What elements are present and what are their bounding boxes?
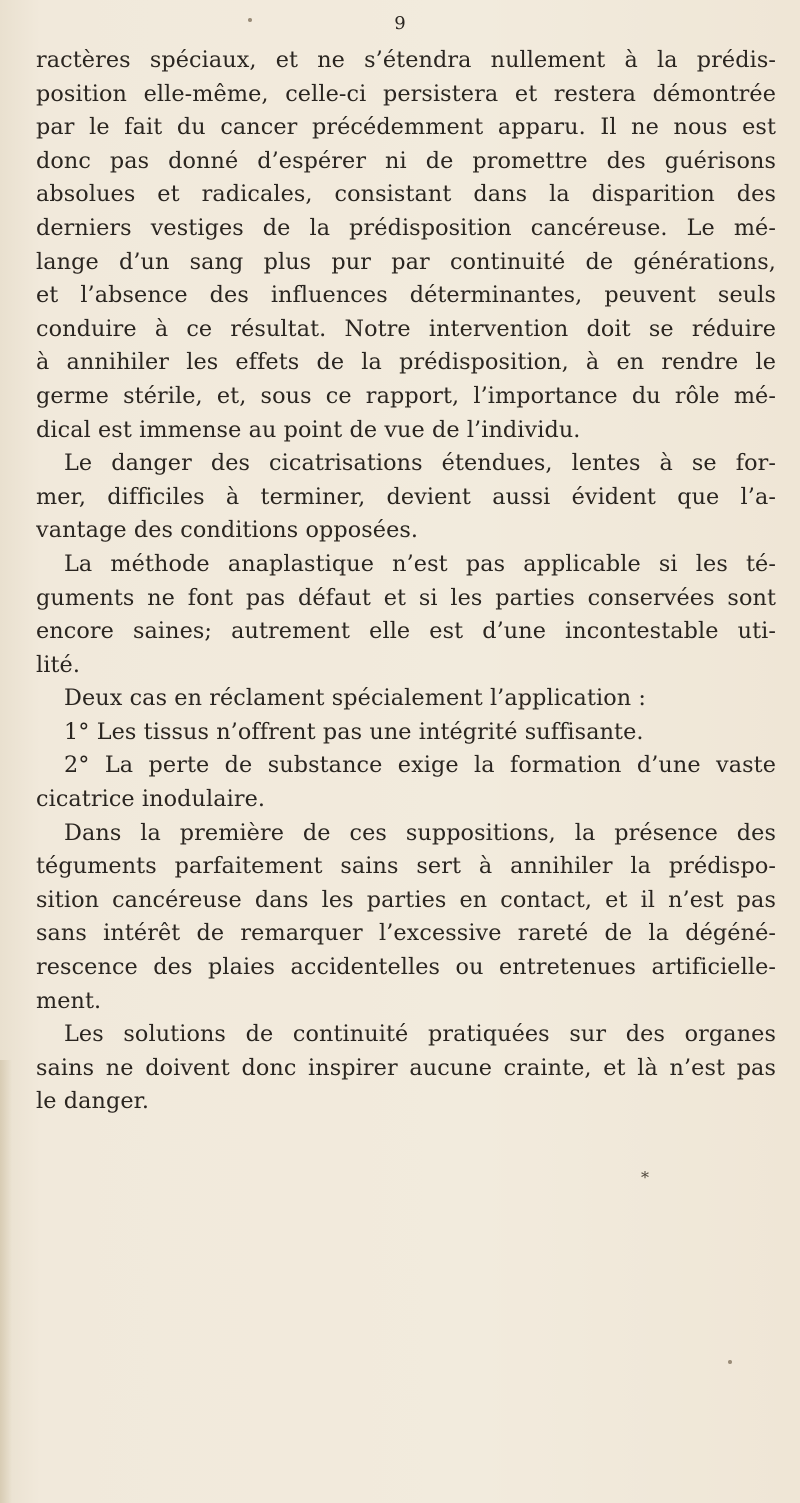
text-line: et l’absence des influences déterminantes, peuvent seuls [36, 282, 776, 309]
text-line: lité. [36, 651, 81, 678]
text-line: Deux cas en réclament spécialement l’application : [64, 685, 647, 712]
text-line: Le danger des cicatrisations étendues, lentes à se for- [64, 450, 776, 477]
text-line: ractères spéciaux, et ne s’étendra nullement à la prédis- [36, 47, 776, 73]
text-line: rescence des plaies accidentelles ou entretenues artificielle- [36, 954, 776, 981]
paper-speck [728, 1360, 732, 1364]
text-line: ment. [36, 987, 102, 1014]
text-line: encore saines; autrement elle est d’une incontestable uti- [36, 618, 776, 645]
text-line: dical est immense au point de vue de l’individu. [36, 416, 581, 443]
page-edge-shadow [0, 1060, 12, 1503]
text-line: à annihiler les effets de la prédisposition, à en rendre le [36, 349, 776, 376]
text-line: sans intérêt de remarquer l’excessive rareté de la dégéné- [36, 920, 776, 947]
text-line: guments ne font pas défaut et si les parties conservées sont [36, 584, 776, 611]
text-line: le danger. [36, 1088, 150, 1115]
text-line: La méthode anaplastique n’est pas applicable si les té- [64, 550, 776, 577]
text-line: position elle-même, celle-ci persistera et restera démontrée [36, 80, 776, 107]
text-line: lange d’un sang plus pur par continuité de générations, [36, 248, 776, 275]
end-ornament: * [641, 1168, 649, 1187]
text-line: 2° La perte de substance exige la formation d’une vaste [64, 752, 776, 779]
text-line: mer, difficiles à terminer, devient aussi évident que l’a- [36, 483, 776, 510]
text-line: conduire à ce résultat. Notre intervention doit se réduire [36, 315, 776, 342]
text-line: Les solutions de continuité pratiquées sur des organes [64, 1021, 776, 1048]
text-line: vantage des conditions opposées. [36, 517, 419, 544]
text-line: sains ne doivent donc inspirer aucune crainte, et là n’est pas [36, 1054, 776, 1081]
text-line: Dans la première de ces suppositions, la présence des [64, 819, 776, 846]
text-line: sition cancéreuse dans les parties en contact, et il n’est pas [36, 886, 776, 913]
text-line: par le fait du cancer précédemment apparu. Il ne nous est [36, 114, 776, 141]
text-line: donc pas donné d’espérer ni de promettre des guérisons [36, 147, 776, 174]
text-line: téguments parfaitement sains sert à annihiler la prédispo- [36, 853, 776, 880]
paper-speck [248, 18, 252, 22]
text-line: germe stérile, et, sous ce rapport, l’importance du rôle mé- [36, 382, 776, 409]
text-line: cicatrice inodulaire. [36, 786, 266, 813]
text-line: 1° Les tissus n’offrent pas une intégrité suffisante. [64, 718, 644, 745]
text-line: derniers vestiges de la prédisposition cancéreuse. Le mé- [36, 214, 776, 241]
body-text [36, 44, 776, 1119]
page-number: 9 [394, 13, 406, 34]
text-line: absolues et radicales, consistant dans la disparition des [36, 181, 776, 208]
